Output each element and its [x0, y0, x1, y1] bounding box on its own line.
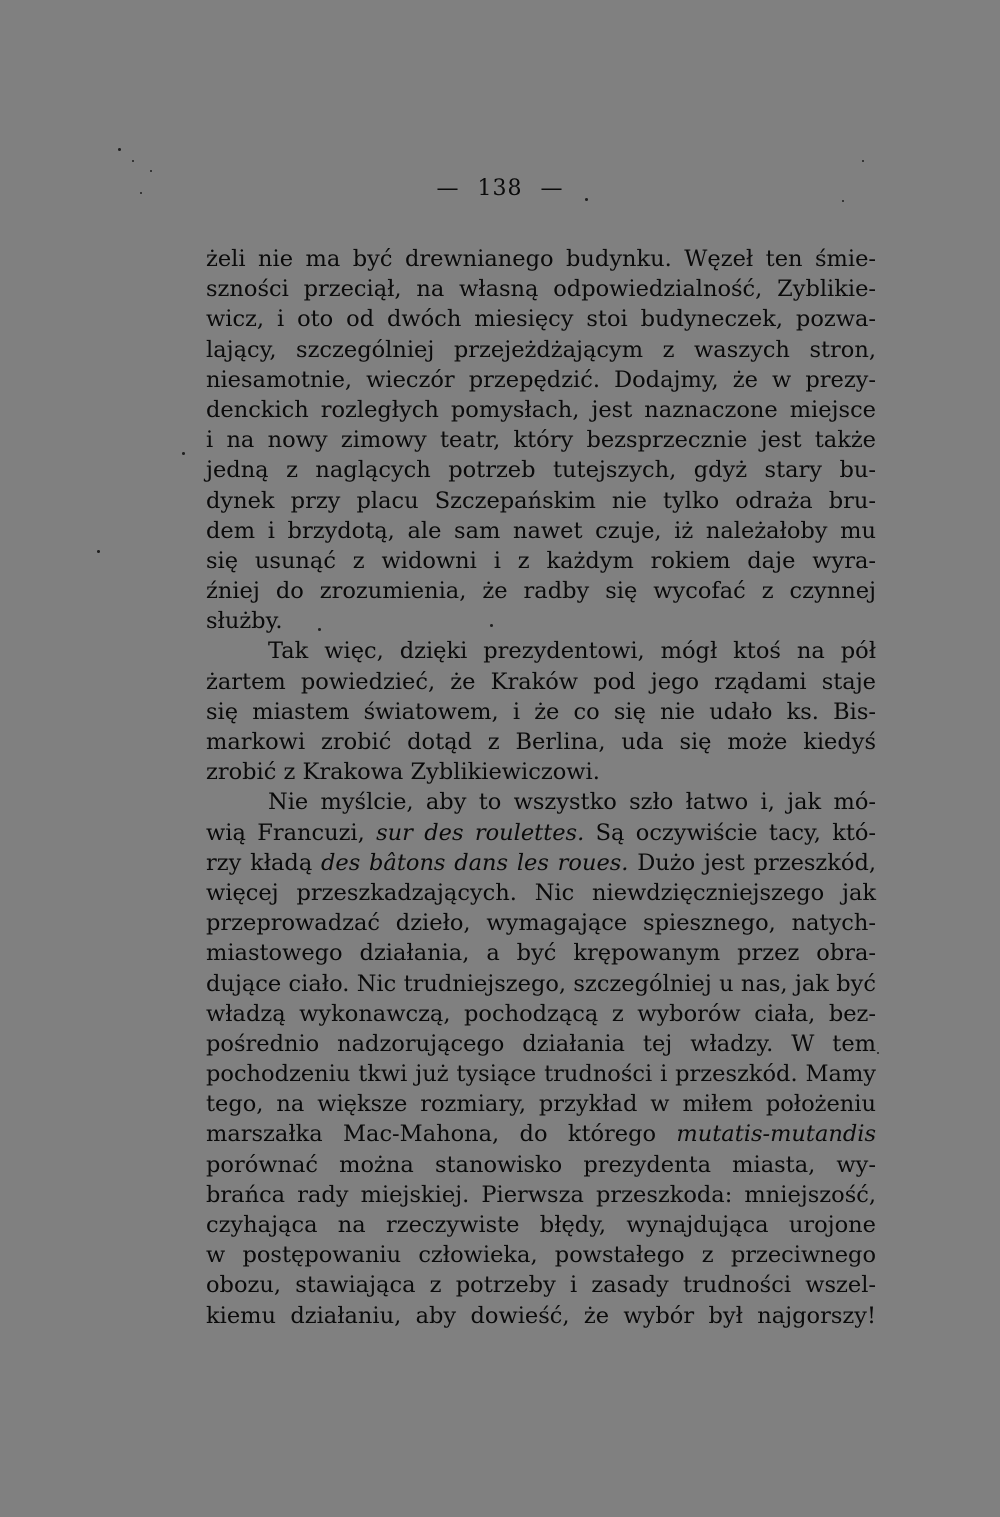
- text-line: denckich rozległych pomysłach, jest naznaczone miejsce: [206, 396, 876, 423]
- text-line: markowi zrobić dotąd z Berlina, uda się może kiedyś: [206, 729, 876, 755]
- text-line: kiemu działaniu, aby dowieść, że wybór był najgorszy!: [206, 1302, 876, 1329]
- text-line: zrobić z Krakowa Zyblikiewiczowi.: [206, 759, 600, 786]
- text-fragment: wią Francuzi,: [206, 819, 365, 846]
- text-line: się miastem światowem, i że co się nie udało ks. Bis-: [206, 698, 876, 725]
- text-line: porównać można stanowisko prezydenta miasta, wy-: [206, 1151, 876, 1178]
- scan-speck: [132, 160, 134, 162]
- italic-phrase: mutatis-mutandis: [676, 1121, 877, 1148]
- scan-speck: [585, 198, 588, 201]
- text-fragment: Są oczywiście tacy, któ-: [595, 819, 877, 846]
- text-line: brańca rady miejskiej. Pierwsza przeszkoda: mniejszość,: [206, 1181, 876, 1208]
- text-line: więcej przeszkadzających. Nic niewdzięczniejszego jak: [206, 879, 876, 906]
- scan-speck: [318, 628, 321, 631]
- paragraph-start-line: Nie myślcie, aby to wszystko szło łatwo i, jak mó-: [268, 789, 876, 816]
- scan-speck: [490, 624, 493, 627]
- text-line: się usunąć z widowni i z każdym rokiem daje wyra-: [206, 547, 876, 574]
- text-line: tego, na większe rozmiary, przykład w miłem położeniu: [206, 1091, 876, 1118]
- scan-speck: [97, 550, 100, 553]
- text-line: żartem powiedzieć, że Kraków pod jego rządami staje: [206, 668, 876, 695]
- text-line: pośrednio nadzorującego działania tej władzy. W tem: [206, 1030, 876, 1057]
- text-line: źniej do zrozumienia, że radby się wycofać z czynnej: [206, 578, 876, 605]
- text-line: dynek przy placu Szczepańskim nie tylko odraża bru-: [206, 487, 876, 514]
- text-line: władzą wykonawczą, pochodzącą z wyborów ciała, bez-: [206, 1000, 876, 1027]
- scan-speck: [842, 200, 844, 202]
- text-line-mixed: [206, 848, 876, 878]
- italic-phrase: sur des roulettes.: [376, 819, 585, 846]
- text-line: niesamotnie, wieczór przepędzić. Dodajmy, że w prezy-: [206, 366, 876, 393]
- text-line: dem i brzydotą, ale sam nawet czuje, iż należałoby mu: [206, 517, 876, 544]
- page-header: [0, 176, 1000, 201]
- scan-speck: [150, 170, 152, 172]
- italic-phrase: des bâtons dans les roues.: [321, 849, 629, 876]
- paragraph-start-line: Tak więc, dzięki prezydentowi, mógł ktoś na pół: [268, 638, 876, 665]
- text-line: czyhająca na rzeczywiste błędy, wynajdująca urojone: [206, 1212, 876, 1238]
- text-line: przeprowadzać dzieło, wymagające spiesznego, natych-: [206, 910, 876, 937]
- text-line: dujące ciało. Nic trudniejszego, szczególniej u nas, jak być: [206, 970, 876, 997]
- text-line: jedną z naglących potrzeb tutejszych, gdyż stary bu-: [206, 457, 876, 484]
- scan-speck: [182, 452, 185, 455]
- text-fragment: Dużo jest przeszkód,: [637, 849, 877, 876]
- text-line: miastowego działania, a być krępowanym przez obra-: [206, 940, 876, 967]
- page-number: 138: [477, 176, 523, 201]
- text-line-mixed: [206, 818, 876, 848]
- body-text: [206, 244, 876, 1331]
- text-line: służby.: [206, 608, 283, 635]
- text-line: wicz, i oto od dwóch miesięcy stoi budyneczek, pozwa-: [206, 306, 876, 333]
- text-fragment: rzy kładą: [206, 849, 313, 876]
- text-line: pochodzeniu tkwi już tysiące trudności i przeszkód. Mamy: [206, 1061, 876, 1088]
- text-line: szności przeciął, na własną odpowiedzialność, Zyblikie-: [206, 276, 876, 303]
- text-line: w postępowaniu człowieka, powstałego z przeciwnego: [206, 1242, 876, 1269]
- text-line: lający, szczególniej przejeżdżającym z waszych stron,: [206, 336, 876, 363]
- text-line: obozu, stawiająca z potrzeby i zasady trudności wszel-: [206, 1272, 876, 1299]
- text-line-mixed: [206, 1119, 876, 1149]
- header-dash-left: —: [436, 176, 460, 201]
- scan-speck: [877, 1052, 879, 1054]
- scan-speck: [862, 160, 864, 162]
- scan-speck: [118, 148, 121, 151]
- text-fragment: marszałka Mac-Mahona, do którego: [206, 1121, 657, 1148]
- text-line: żeli nie ma być drewnianego budynku. Węzeł ten śmie-: [206, 246, 876, 272]
- text-line: i na nowy zimowy teatr, który bezsprzecznie jest także: [206, 427, 876, 454]
- scan-speck: [140, 192, 142, 194]
- header-dash-right: —: [540, 176, 564, 201]
